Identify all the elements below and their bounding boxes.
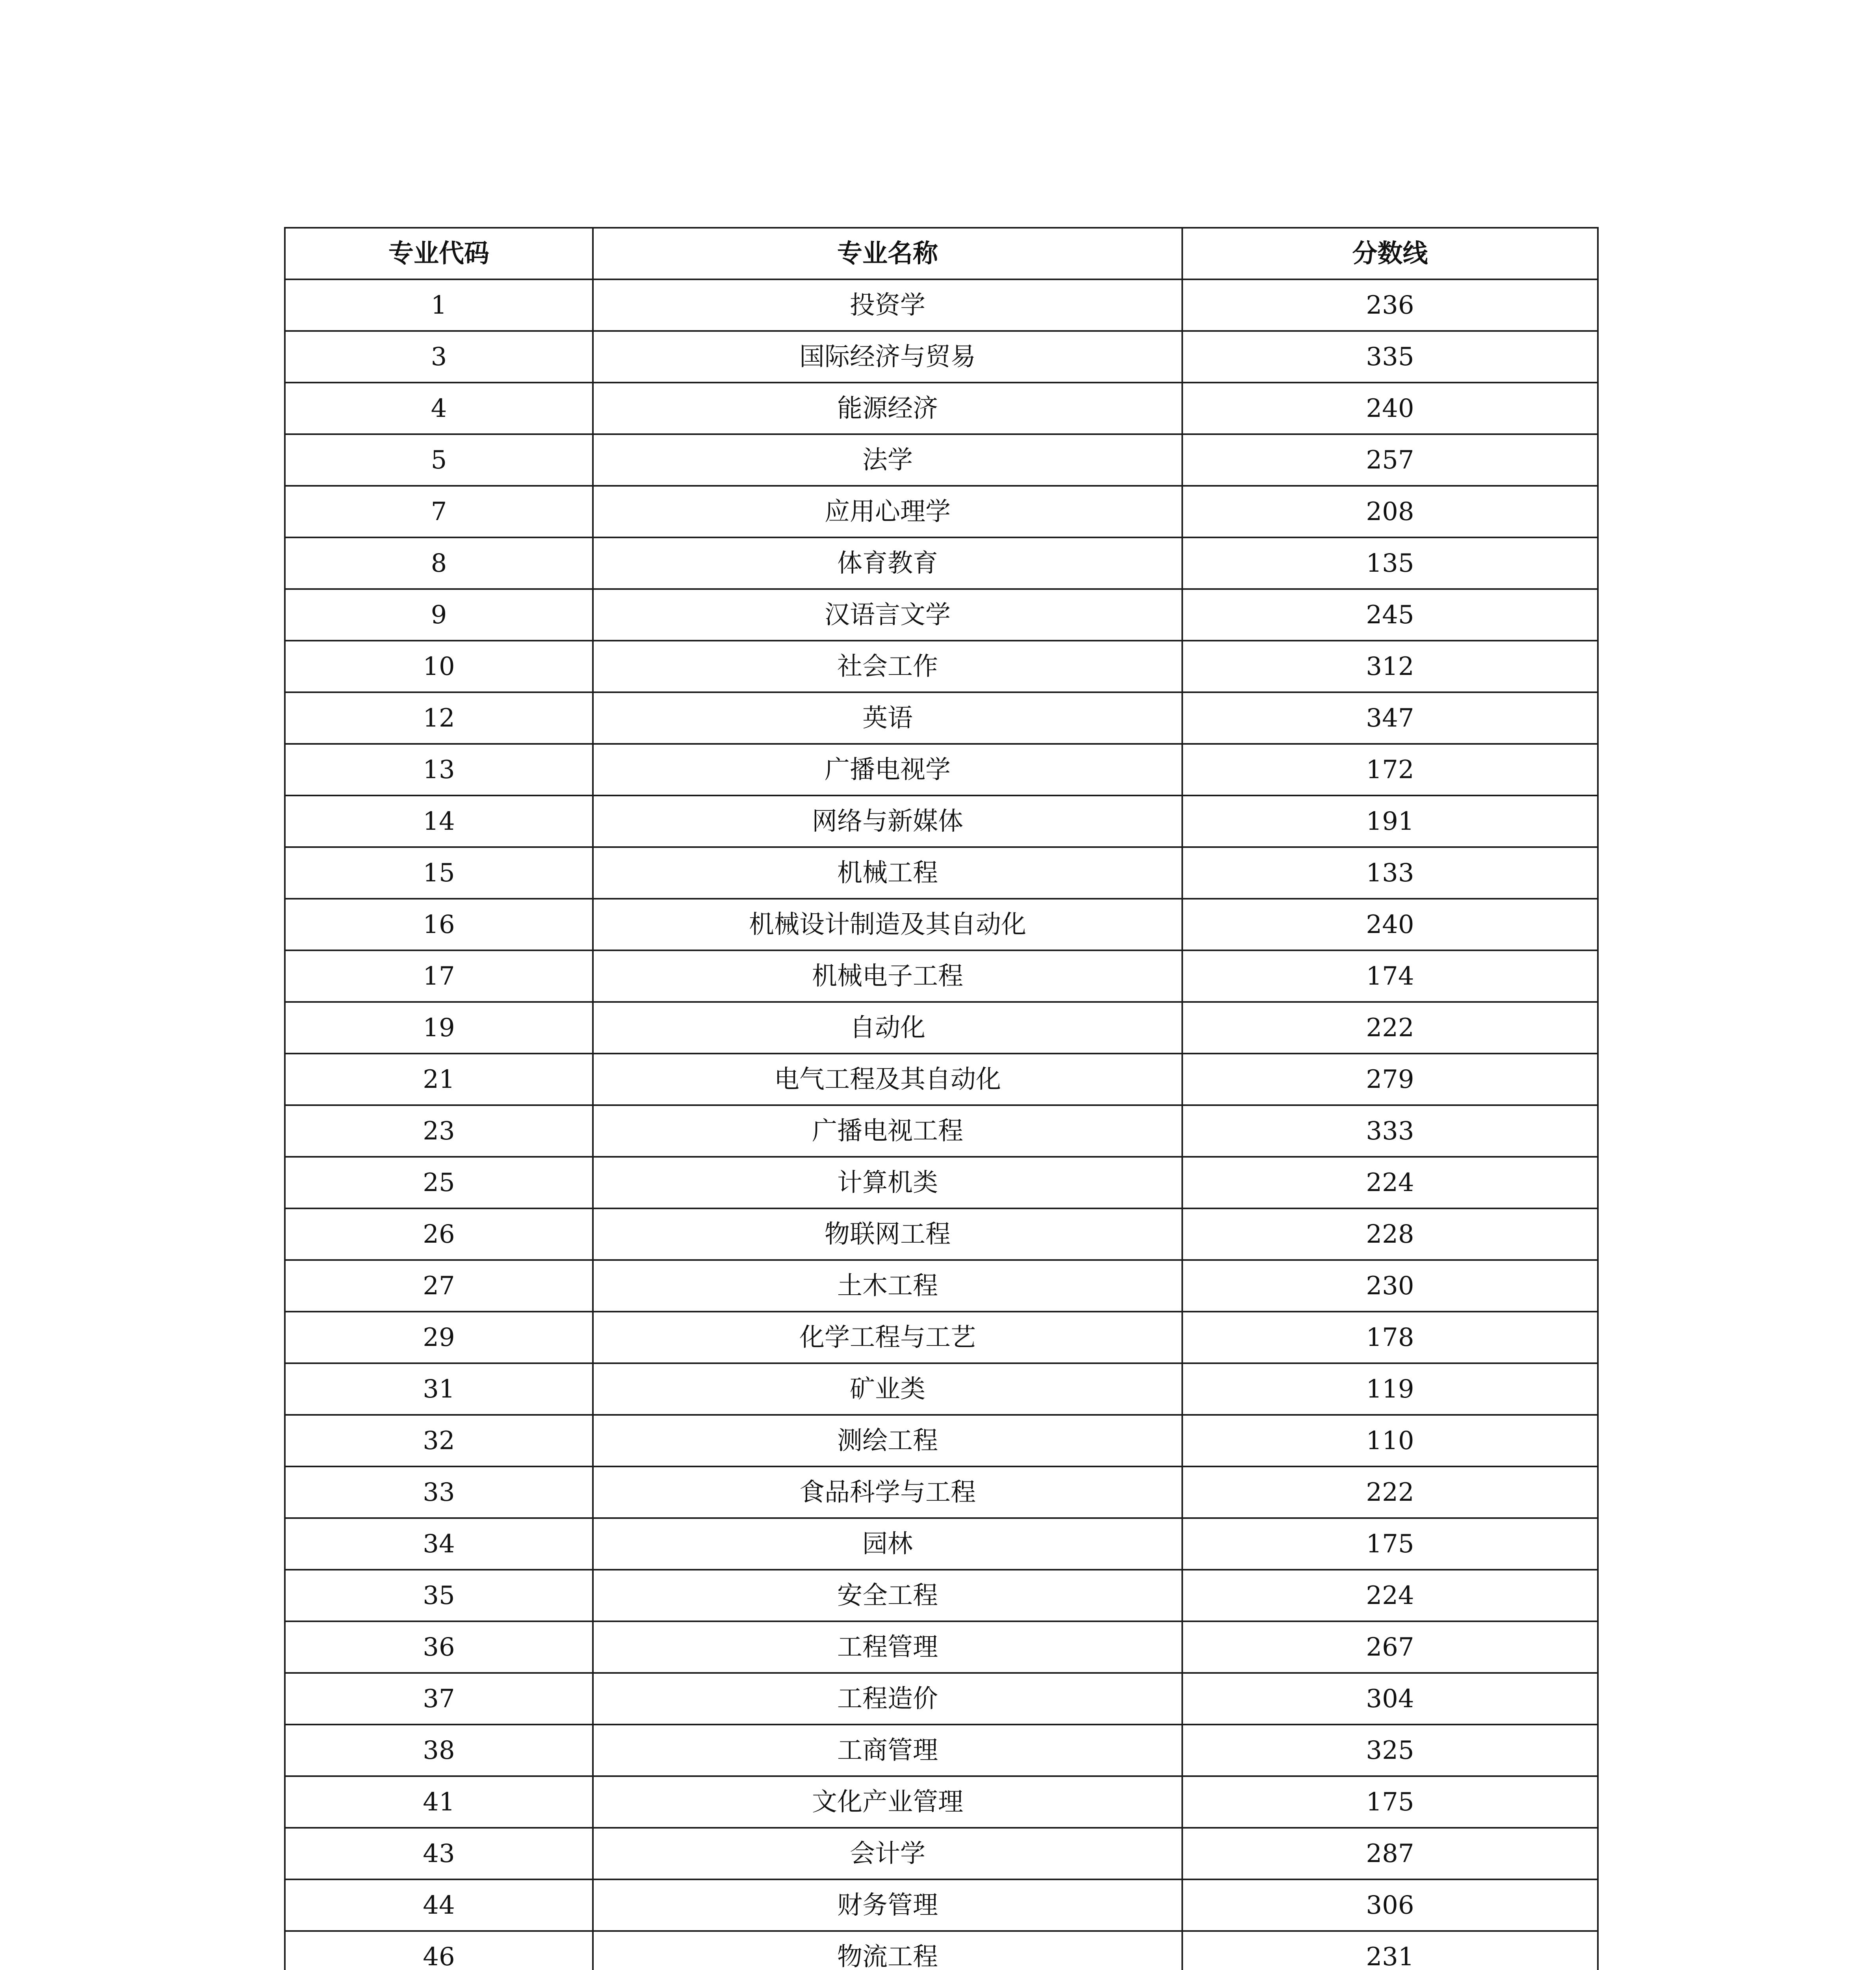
cell-code: 1: [285, 279, 593, 331]
cell-score: 175: [1182, 1518, 1598, 1570]
cell-code: 44: [285, 1879, 593, 1931]
table-body: [285, 279, 1598, 1970]
cell-name: 汉语言文学: [593, 589, 1182, 641]
cell-name: 机械设计制造及其自动化: [593, 899, 1182, 950]
cell-score: 174: [1182, 950, 1598, 1002]
table-row: [285, 1828, 1598, 1879]
cell-code: 34: [285, 1518, 593, 1570]
cell-code: 29: [285, 1312, 593, 1363]
table-row: [285, 1931, 1598, 1970]
cell-name: 法学: [593, 434, 1182, 486]
table-row: [285, 1260, 1598, 1312]
table-header-row: [285, 228, 1598, 279]
cell-name: 化学工程与工艺: [593, 1312, 1182, 1363]
cell-name: 财务管理: [593, 1879, 1182, 1931]
cell-name: 机械电子工程: [593, 950, 1182, 1002]
cell-code: 31: [285, 1363, 593, 1415]
cell-score: 267: [1182, 1621, 1598, 1673]
table-row: [285, 641, 1598, 692]
cell-score: 279: [1182, 1054, 1598, 1105]
cell-score: 240: [1182, 899, 1598, 950]
cell-score: 172: [1182, 744, 1598, 795]
cell-score: 240: [1182, 383, 1598, 434]
cell-score: 333: [1182, 1105, 1598, 1157]
cell-code: 15: [285, 847, 593, 899]
cell-code: 7: [285, 486, 593, 537]
table-row: [285, 1776, 1598, 1828]
cell-name: 自动化: [593, 1002, 1182, 1054]
cell-name: 安全工程: [593, 1570, 1182, 1621]
table-row: [285, 1570, 1598, 1621]
cell-name: 电气工程及其自动化: [593, 1054, 1182, 1105]
cell-score: 191: [1182, 795, 1598, 847]
cell-code: 43: [285, 1828, 593, 1879]
cell-score: 287: [1182, 1828, 1598, 1879]
cell-code: 26: [285, 1208, 593, 1260]
cell-score: 335: [1182, 331, 1598, 383]
cell-code: 23: [285, 1105, 593, 1157]
table-row: [285, 1415, 1598, 1466]
table-row: [285, 1363, 1598, 1415]
cell-name: 工程管理: [593, 1621, 1182, 1673]
cell-name: 投资学: [593, 279, 1182, 331]
cell-code: 8: [285, 537, 593, 589]
cell-code: 5: [285, 434, 593, 486]
table-row: [285, 1518, 1598, 1570]
cell-score: 231: [1182, 1931, 1598, 1970]
table-row: [285, 795, 1598, 847]
table-row: [285, 1621, 1598, 1673]
cell-name: 广播电视学: [593, 744, 1182, 795]
table-row: [285, 1002, 1598, 1054]
cell-name: 体育教育: [593, 537, 1182, 589]
table-row: [285, 692, 1598, 744]
table-row: [285, 537, 1598, 589]
cell-code: 3: [285, 331, 593, 383]
cell-score: 306: [1182, 1879, 1598, 1931]
cell-name: 会计学: [593, 1828, 1182, 1879]
cell-code: 41: [285, 1776, 593, 1828]
table-row: [285, 1879, 1598, 1931]
cell-score: 175: [1182, 1776, 1598, 1828]
cell-score: 224: [1182, 1157, 1598, 1208]
cell-code: 16: [285, 899, 593, 950]
cell-score: 228: [1182, 1208, 1598, 1260]
cell-score: 222: [1182, 1466, 1598, 1518]
cell-code: 38: [285, 1725, 593, 1776]
cell-name: 矿业类: [593, 1363, 1182, 1415]
cell-name: 工商管理: [593, 1725, 1182, 1776]
cell-name: 英语: [593, 692, 1182, 744]
cell-code: 10: [285, 641, 593, 692]
cell-name: 物流工程: [593, 1931, 1182, 1970]
cell-code: 21: [285, 1054, 593, 1105]
table-row: [285, 434, 1598, 486]
cell-score: 224: [1182, 1570, 1598, 1621]
cell-name: 广播电视工程: [593, 1105, 1182, 1157]
cell-code: 27: [285, 1260, 593, 1312]
score-table: [284, 227, 1599, 1970]
table-row: [285, 589, 1598, 641]
cell-code: 9: [285, 589, 593, 641]
cell-code: 17: [285, 950, 593, 1002]
cell-score: 222: [1182, 1002, 1598, 1054]
cell-name: 食品科学与工程: [593, 1466, 1182, 1518]
cell-score: 133: [1182, 847, 1598, 899]
cell-score: 236: [1182, 279, 1598, 331]
table-row: [285, 744, 1598, 795]
cell-name: 物联网工程: [593, 1208, 1182, 1260]
cell-code: 4: [285, 383, 593, 434]
cell-score: 245: [1182, 589, 1598, 641]
table-row: [285, 1673, 1598, 1725]
cell-name: 机械工程: [593, 847, 1182, 899]
cell-name: 应用心理学: [593, 486, 1182, 537]
cell-name: 计算机类: [593, 1157, 1182, 1208]
header-code: 专业代码: [285, 228, 593, 279]
cell-code: 33: [285, 1466, 593, 1518]
table-row: [285, 1105, 1598, 1157]
cell-score: 230: [1182, 1260, 1598, 1312]
table-row: [285, 1466, 1598, 1518]
cell-code: 35: [285, 1570, 593, 1621]
cell-name: 能源经济: [593, 383, 1182, 434]
cell-score: 119: [1182, 1363, 1598, 1415]
cell-score: 312: [1182, 641, 1598, 692]
cell-code: 36: [285, 1621, 593, 1673]
cell-score: 347: [1182, 692, 1598, 744]
table-row: [285, 1725, 1598, 1776]
cell-code: 19: [285, 1002, 593, 1054]
cell-name: 网络与新媒体: [593, 795, 1182, 847]
table-row: [285, 1312, 1598, 1363]
table-row: [285, 279, 1598, 331]
cell-code: 14: [285, 795, 593, 847]
cell-code: 37: [285, 1673, 593, 1725]
cell-code: 25: [285, 1157, 593, 1208]
header-score: 分数线: [1182, 228, 1598, 279]
cell-code: 13: [285, 744, 593, 795]
table-row: [285, 486, 1598, 537]
cell-score: 257: [1182, 434, 1598, 486]
cell-name: 园林: [593, 1518, 1182, 1570]
table-row: [285, 899, 1598, 950]
cell-score: 304: [1182, 1673, 1598, 1725]
cell-score: 208: [1182, 486, 1598, 537]
table-row: [285, 950, 1598, 1002]
cell-score: 325: [1182, 1725, 1598, 1776]
table-row: [285, 383, 1598, 434]
cell-code: 32: [285, 1415, 593, 1466]
cell-name: 国际经济与贸易: [593, 331, 1182, 383]
table-row: [285, 1157, 1598, 1208]
cell-score: 110: [1182, 1415, 1598, 1466]
table-row: [285, 847, 1598, 899]
table-row: [285, 1208, 1598, 1260]
header-name: 专业名称: [593, 228, 1182, 279]
cell-name: 测绘工程: [593, 1415, 1182, 1466]
cell-name: 文化产业管理: [593, 1776, 1182, 1828]
cell-score: 178: [1182, 1312, 1598, 1363]
table-row: [285, 331, 1598, 383]
cell-name: 土木工程: [593, 1260, 1182, 1312]
table-row: [285, 1054, 1598, 1105]
cell-code: 46: [285, 1931, 593, 1970]
cell-score: 135: [1182, 537, 1598, 589]
cell-code: 12: [285, 692, 593, 744]
cell-name: 社会工作: [593, 641, 1182, 692]
cell-name: 工程造价: [593, 1673, 1182, 1725]
